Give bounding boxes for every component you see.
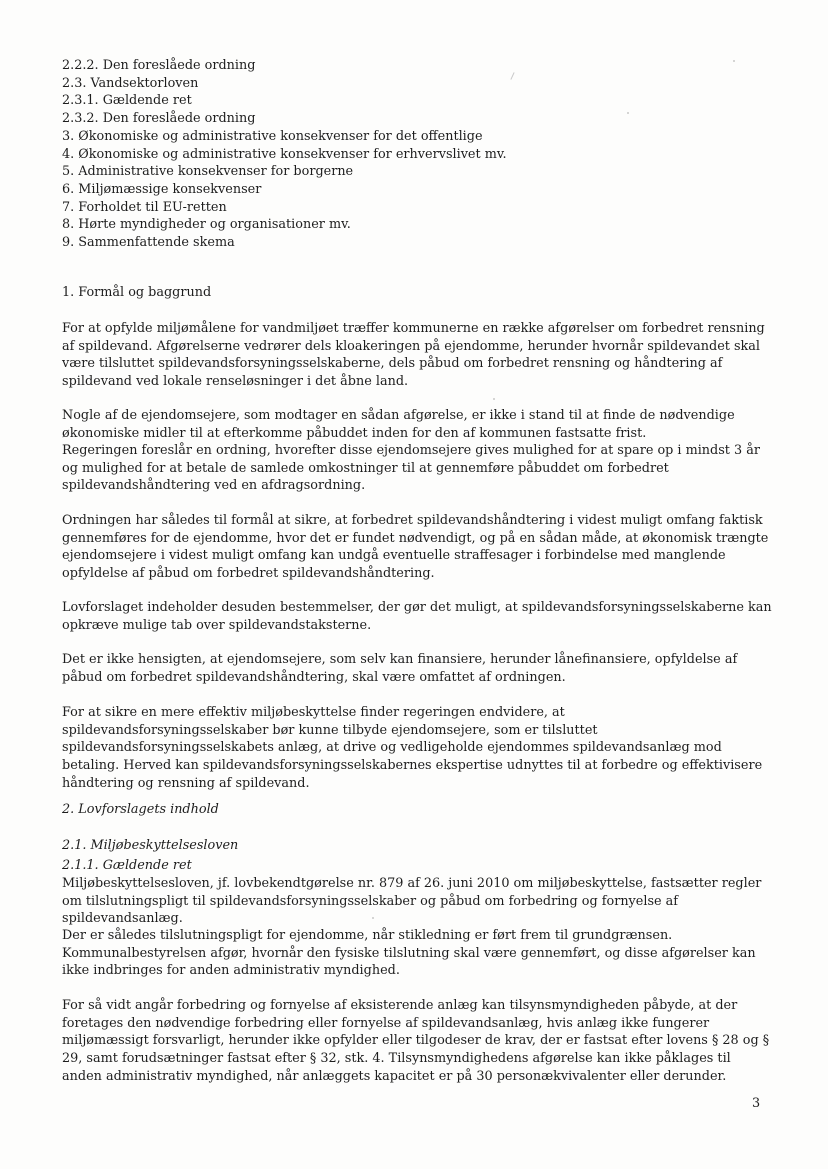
toc-entry: 2.3.2. Den foreslåede ordning [62,111,256,127]
paragraph: For så vidt angår forbedring og fornyelse af eksisterende anlæg kan tilsynsmyndigheden påbyde, at der foretages den nødvendige forbedring eller fornyelse af spildevandsanlæg, hvis anlæg ikke fungerer miljømæssigt forsvarligt, herunder ikke opfylder eller tilgodeser de krav, der er fastsat efter lovens § 28 og § 29, samt forudsætninger fastsat efter § 32, stk. 4. Tilsynsmyndighedens afgørelse kan ikke påklages til anden administrativ myndighed, når anlæggets kapacitet er på 30 personækvivalenter eller derunder. [62,998,770,1084]
toc-entry: 2.2.2. Den foreslåede ordning [62,58,256,73]
paragraph: Der er således tilslutningspligt for ejendomme, når stikledning er ført frem til grundgrænsen. Kommunalbestyrelsen afgør, hvornår den fysiske tilslutning skal være gennemført, og disse afgørelser kan ikke indbringes for anden administrativ myndighed. [62,928,756,979]
paragraph: For at sikre en mere effektiv miljøbeskyttelse finder regeringen endvidere, at spildevandsforsyningsselskaber bør kunne tilbyde ejendomsejere, som er tilsluttet spildevandsforsyningsselskabets anlæg, at drive og vedligeholde ejendommes spildevandsanlæg mod betaling. Herved kan spildevandsforsyningsselskabernes ekspertise udnyttes til at forbedre og effektivisere håndtering og rensning af spildevand. [62,705,763,791]
paragraph: Nogle af de ejendomsejere, som modtager en sådan afgørelse, er ikke i stand til at finde de nødvendige økonomiske midler til at efterkomme påbuddet inden for den af kommunen fastsatte frist. [62,408,735,441]
toc-entry: 9. Sammenfattende skema [62,235,235,251]
toc-entry: 2.3. Vandsektorloven [62,75,199,91]
scan-speck [627,112,629,114]
paragraph: Miljøbeskyttelsesloven, jf. lovbekendtgørelse nr. 879 af 26. juni 2010 om miljøbeskyttelse, fastsætter regler om tilslutningspligt til spildevandsforsyningsselskaber og påbud om forbedring og fornyelse af spildevandsanlæg. [62,876,762,927]
toc-entry: 8. Hørte myndigheder og organisationer mv. [62,217,351,233]
scan-speck [372,917,374,919]
scan-speck [510,72,514,80]
toc-entry: 6. Miljømæssige konsekvenser [62,181,262,197]
table-of-contents [62,57,507,252]
paragraph: Regeringen foreslår en ordning, hvorefter disse ejendomsejere gives mulighed for at spare op i mindst 3 år og mulighed for at betale de samlede omkostninger til at gennemføre påbuddet om forbedret spildevandshåndtering ved en afdragsordning. [62,443,760,494]
paragraph: Det er ikke hensigten, at ejendomsejere, som selv kan finansiere, herunder lånefinansiere, opfyldelse af påbud om forbedret spildevandshåndtering, skal være omfattet af ordningen. [62,652,738,685]
paragraph: Ordningen har således til formål at sikre, at forbedret spildevandshåndtering i videst muligt omfang faktisk gennemføres for de ejendomme, hvor det er fundet nødvendigt, og på en sådan måde, at økonomisk trængte ejendomsejere i videst muligt omfang kan undgå eventuelle straffesager i forbindelse med manglende opfyldelse af påbud om forbedret spildevandshåndtering. [62,513,769,582]
toc-entry: 2.3.1. Gældende ret [62,93,192,109]
paragraph: For at opfylde miljømålene for vandmiljøet træffer kommunerne en række afgørelser om forbedret rensning af spildevand. Afgørelserne vedrører dels kloakeringen på ejendomme, herunder hvornår spildevandet skal være tilsluttet spildevandsforsyningsselskaberne, dels påbud om forbedret rensning og håndtering af spildevand ved lokale renseløsninger i det åbne land. [62,321,765,390]
toc-entry: 3. Økonomiske og administrative konsekvenser for det offentlige [62,128,483,144]
subsection-heading: 2.1.1. Gældende ret [62,858,192,873]
paragraph: Lovforslaget indeholder desuden bestemmelser, der gør det muligt, at spildevandsforsyningsselskaberne kan opkræve mulige tab over spildevandstaksterne. [62,600,772,633]
toc-entry: 4. Økonomiske og administrative konsekvenser for erhvervslivet mv. [62,146,507,162]
scan-speck [733,60,735,62]
toc-entry: 5. Administrative konsekvenser for borgerne [62,164,354,180]
scan-speck [493,398,495,400]
subsection-heading: 2.1. Miljøbeskyttelsesloven [62,838,239,853]
section-heading: 1. Formål og baggrund [62,285,212,300]
page-number: 3 [752,1096,761,1111]
section-heading: 2. Lovforslagets indhold [62,802,219,817]
toc-entry: 7. Forholdet til EU-retten [62,199,227,215]
